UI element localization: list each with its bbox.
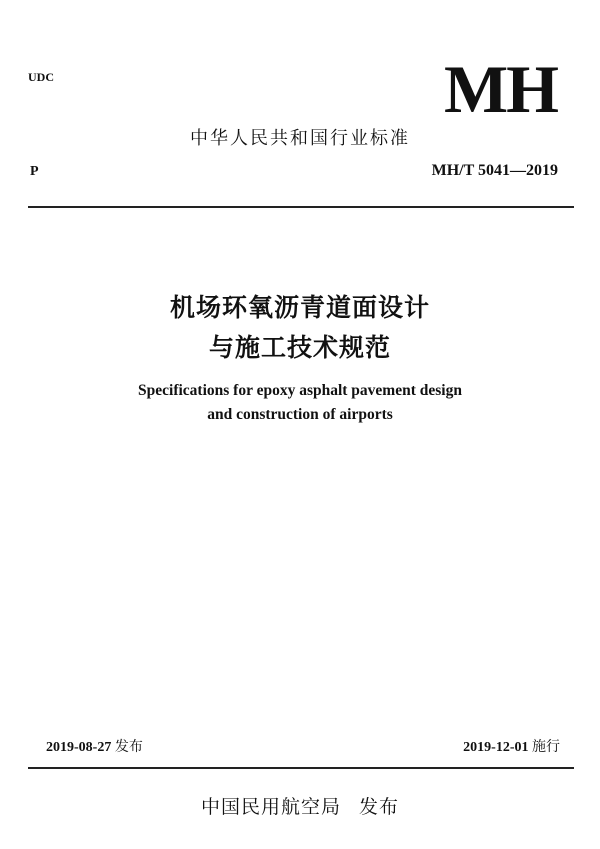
title-en-line1: Specifications for epoxy asphalt pavement design <box>138 382 462 399</box>
udc-label: UDC <box>28 70 54 84</box>
bottom-divider <box>28 767 574 769</box>
effective-date-value: 2019-12-01 <box>463 740 529 755</box>
title-en-line2: and construction of airports <box>207 406 393 423</box>
issuer <box>0 792 600 819</box>
publish-date-value: 2019-08-27 <box>46 740 112 755</box>
title-zh-line2: 与施工技术规范 <box>208 333 391 362</box>
publish-date <box>46 736 143 756</box>
effective-label: 施行 <box>532 739 560 755</box>
mh-logo: MH <box>444 51 558 127</box>
top-divider <box>28 206 574 208</box>
title-zh-line1: 机场环氧沥青道面设计 <box>169 293 430 322</box>
publish-label: 发布 <box>114 739 143 755</box>
issuer-action: 发布 <box>359 796 400 818</box>
standard-code: MH/T 5041—2019 <box>431 162 558 179</box>
standard-category: 中华人民共和国行业标准 <box>190 128 410 149</box>
issuer-name: 中国民用航空局 <box>200 796 341 818</box>
classification-code: P <box>30 164 39 179</box>
effective-date <box>463 736 560 756</box>
